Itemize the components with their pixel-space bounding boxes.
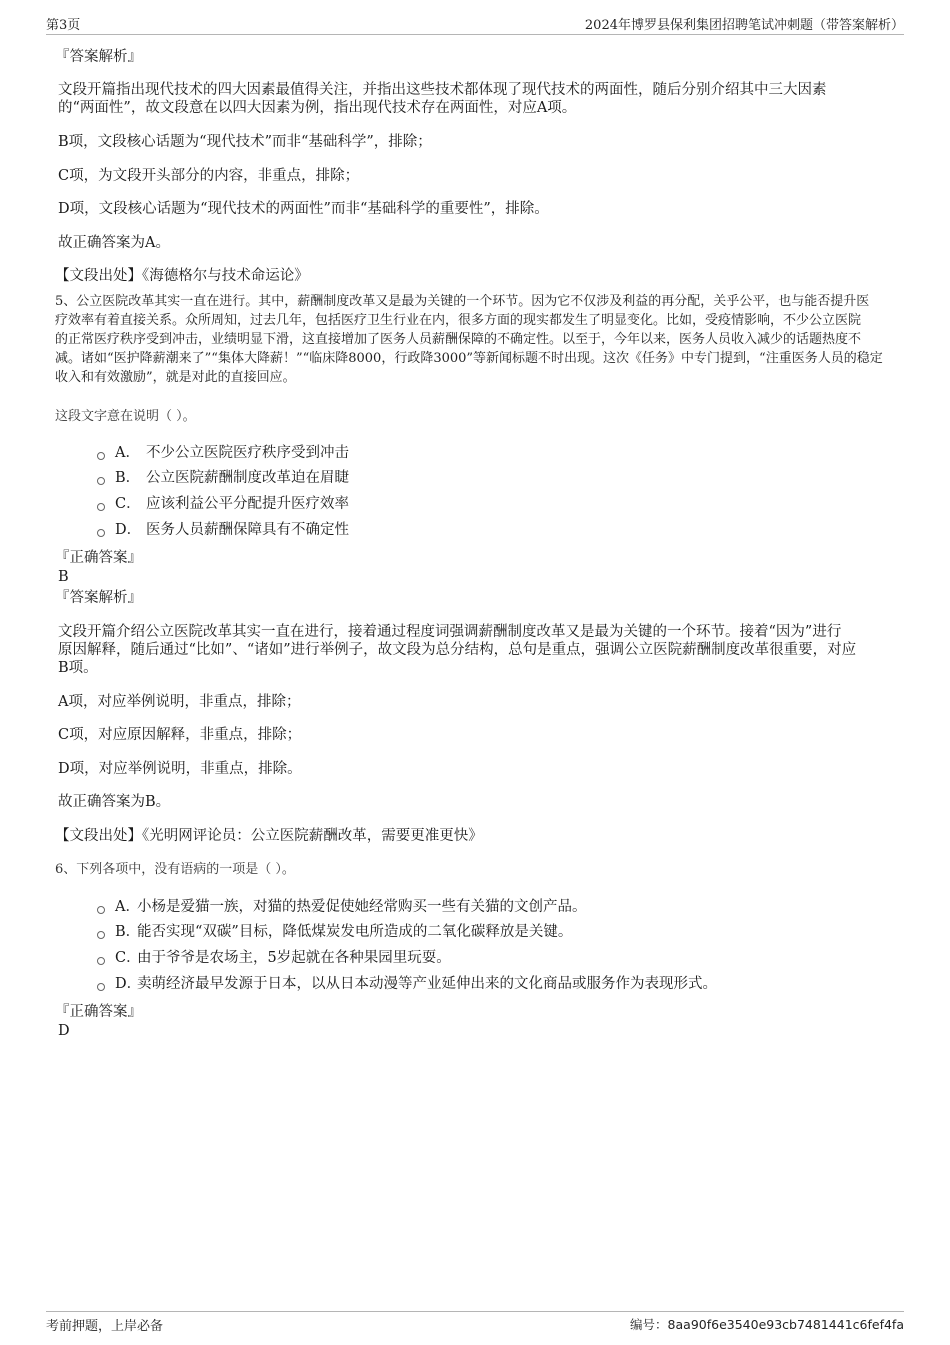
q5-prompt: 这段文字意在说明（ ）。 bbox=[55, 409, 196, 424]
q5-question bbox=[55, 292, 897, 387]
radio-icon[interactable] bbox=[97, 983, 105, 991]
q4-item-b: B项，文段核心话题为“现代技术”而非“基础科学”，排除； bbox=[58, 134, 432, 150]
q6-answer-label: 『正确答案』 bbox=[55, 1004, 142, 1020]
q5-analysis-line-2: 原因解释，随后通过“比如”、“诸如”进行举例子，故文段为总分结构，总句是重点，强调公立医院薪酬制度改革很重要，对应 bbox=[58, 642, 857, 658]
q4-analysis-line-1: 文段开篇指出现代技术的四大因素最值得关注，并指出这些技术都体现了现代技术的两面性，随后分别介绍其中三大因素 bbox=[58, 82, 827, 98]
q6-option-a[interactable]: A．小杨是爱猫一族，对猫的热爱促使她经常购买一些有关猫的文创产品。 bbox=[97, 898, 587, 916]
q5-item-d: D项，对应举例说明，非重点，排除。 bbox=[58, 761, 302, 777]
q5-option-a[interactable]: A． 不少公立医院医疗秩序受到冲击 bbox=[97, 444, 349, 462]
q6-answer: D bbox=[58, 1023, 70, 1039]
q5-question-line-5: 收入和有效激励”，就是对此的直接回应。 bbox=[55, 370, 296, 385]
q4-item-c: C项，为文段开头部分的内容，非重点，排除； bbox=[58, 168, 360, 184]
q6-option-b[interactable]: B．能否实现“双碳”目标，降低煤炭发电所造成的二氧化碳释放是关键。 bbox=[97, 923, 572, 941]
page-footer bbox=[46, 1311, 904, 1332]
q5-analysis-label: 『答案解析』 bbox=[55, 590, 142, 606]
radio-icon[interactable] bbox=[97, 957, 105, 965]
q6-prompt: 6、下列各项中，没有语病的一项是（ ）。 bbox=[55, 862, 295, 877]
document-title: 2024年博罗县保利集团招聘笔试冲刺题（带答案解析） bbox=[584, 18, 904, 33]
page-number: 第3页 bbox=[46, 18, 81, 33]
radio-icon[interactable] bbox=[97, 503, 105, 511]
radio-icon[interactable] bbox=[97, 477, 105, 485]
q5-question-line-4: 减。诸如“医护降薪潮来了”“集体大降薪！”“临床降8000，行政降3000”等新闻标题不时出现。这次《任务》中专门提到，“注重医务人员的稳定 bbox=[55, 351, 883, 366]
q4-analysis-label: 『答案解析』 bbox=[55, 49, 142, 65]
q6-option-d[interactable]: D．卖萌经济最早发源于日本，以从日本动漫等产业延伸出来的文化商品或服务作为表现形式。 bbox=[97, 975, 717, 993]
q5-item-c: C项，对应原因解释，非重点，排除； bbox=[58, 727, 302, 743]
q4-conclusion: 故正确答案为A。 bbox=[58, 235, 170, 251]
q5-answer: B bbox=[58, 569, 69, 585]
q5-option-c[interactable]: C． 应该利益公平分配提升医疗效率 bbox=[97, 495, 349, 513]
q4-source: 【文段出处】《海德格尔与技术命运论》 bbox=[55, 268, 309, 284]
q5-question-line-1: 5、公立医院改革其实一直在进行。其中，薪酬制度改革又是最为关键的一个环节。因为它不仅涉及利益的再分配，关乎公平，也与能否提升医 bbox=[55, 294, 870, 309]
document-code: 编号：8aa90f6e3540e93cb7481441c6fef4fa bbox=[630, 1317, 904, 1332]
radio-icon[interactable] bbox=[97, 906, 105, 914]
q5-question-line-2: 疗效率有着直接关系。众所周知，过去几年，包括医疗卫生行业在内，很多方面的现实都发生了明显变化。比如，受疫情影响，不少公立医院 bbox=[55, 313, 862, 328]
q5-item-a: A项，对应举例说明，非重点，排除； bbox=[58, 694, 301, 710]
radio-icon[interactable] bbox=[97, 529, 105, 537]
q5-analysis-line-3: B项。 bbox=[58, 660, 98, 676]
q5-option-b[interactable]: B． 公立医院薪酬制度改革迫在眉睫 bbox=[97, 469, 349, 487]
page-header bbox=[46, 14, 904, 35]
q5-question-line-3: 的正常医疗秩序受到冲击，业绩明显下滑，这直接增加了医务人员薪酬保障的不确定性。以至于，今年以来，医务人员收入减少的话题热度不 bbox=[55, 332, 862, 347]
q5-conclusion: 故正确答案为B。 bbox=[58, 794, 171, 810]
radio-icon[interactable] bbox=[97, 452, 105, 460]
q4-item-d: D项，文段核心话题为“现代技术的两面性”而非“基础科学的重要性”，排除。 bbox=[58, 201, 549, 217]
q5-analysis-line-1: 文段开篇介绍公立医院改革其实一直在进行，接着通过程度词强调薪酬制度改革又是最为关键的一个环节。接着“因为”进行 bbox=[58, 624, 842, 640]
radio-icon[interactable] bbox=[97, 931, 105, 939]
q4-analysis-line-2: 的“两面性”，故文段意在以四大因素为例，指出现代技术存在两面性，对应A项。 bbox=[58, 100, 577, 116]
q5-source: 【文段出处】《光明网评论员：公立医院薪酬改革，需要更准更快》 bbox=[55, 828, 483, 844]
q5-answer-label: 『正确答案』 bbox=[55, 550, 142, 566]
q5-option-d[interactable]: D． 医务人员薪酬保障具有不确定性 bbox=[97, 521, 349, 539]
q6-option-c[interactable]: C．由于爷爷是农场主，5岁起就在各种果园里玩耍。 bbox=[97, 949, 451, 967]
footer-slogan: 考前押题，上岸必备 bbox=[46, 1319, 164, 1334]
